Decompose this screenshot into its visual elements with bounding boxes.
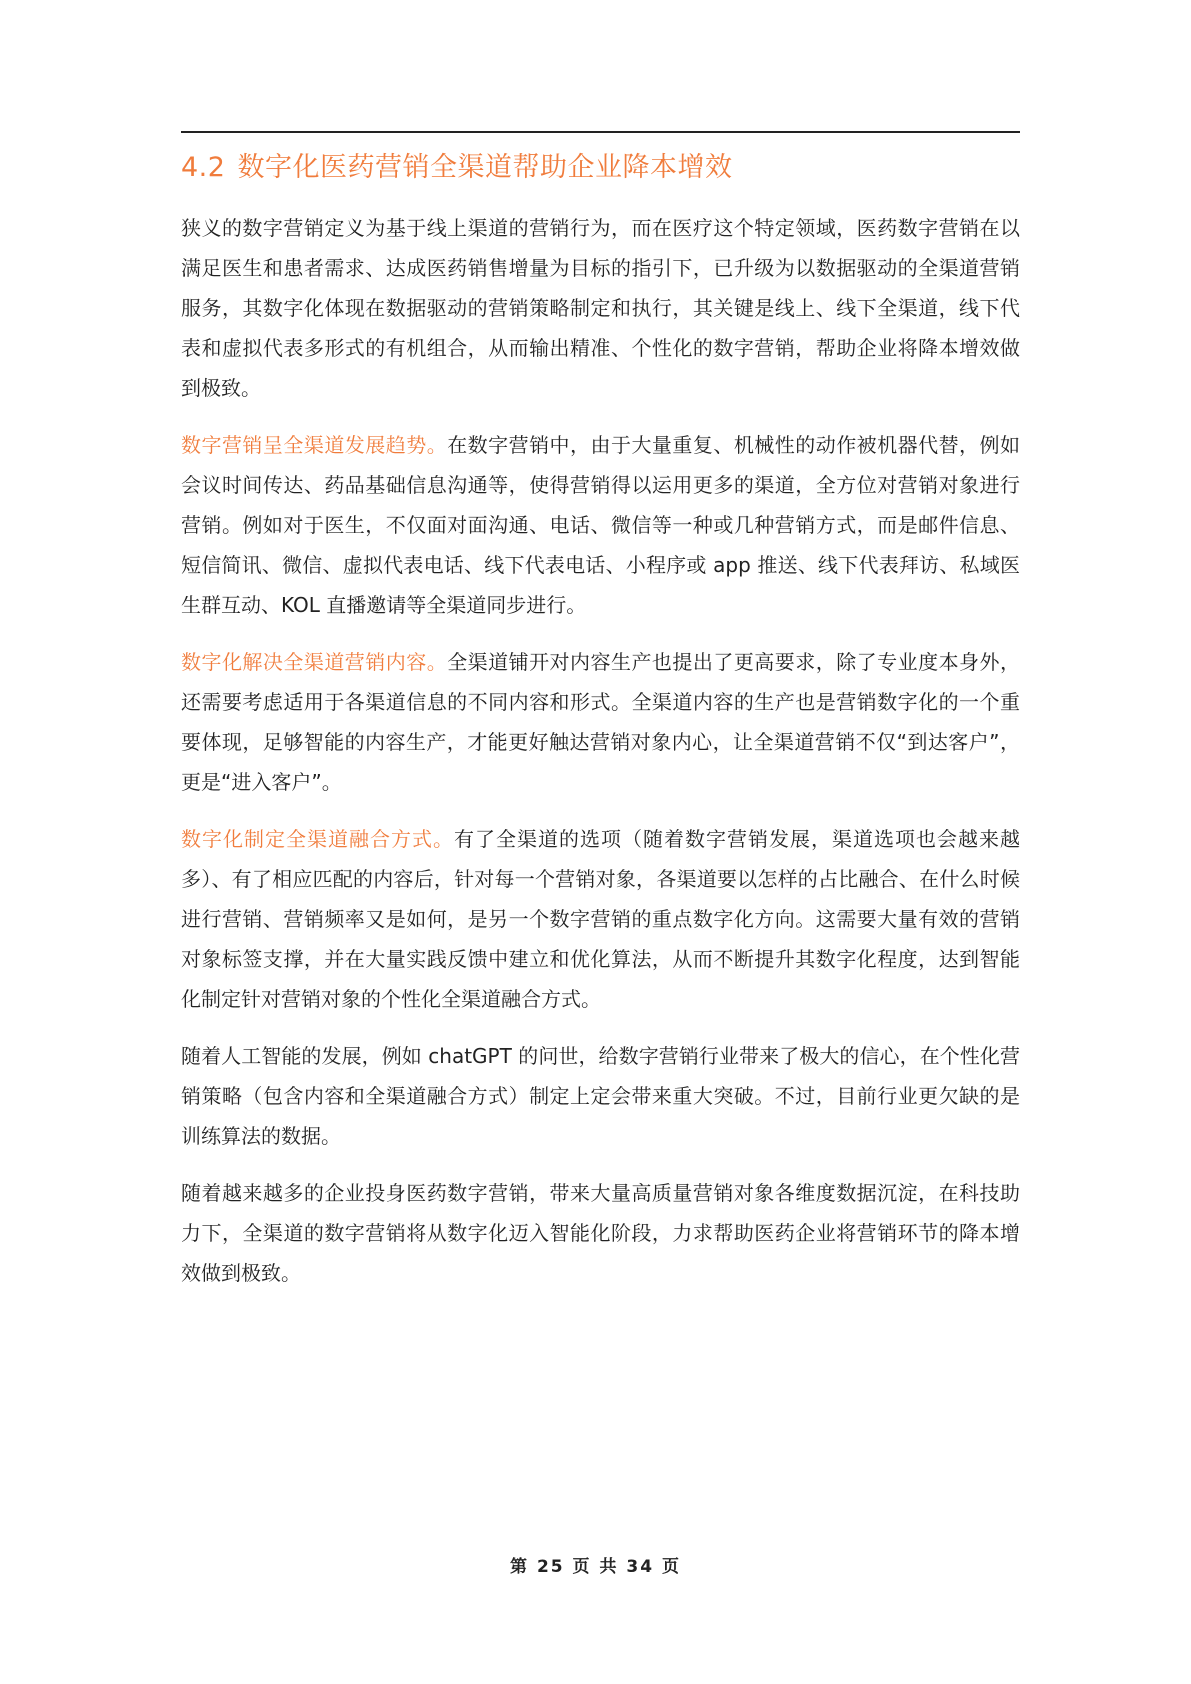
paragraph-lead: 数字营销呈全渠道发展趋势。 — [181, 433, 448, 457]
paragraph-text: 随着人工智能的发展，例如 chatGPT 的问世，给数字营销行业带来了极大的信心，在个性化营销策略（包含内容和全渠道融合方式）制定上定会带来重大突破。不过，目前行业更欠缺的是训练算法的数据。 — [181, 1044, 1020, 1148]
paragraph-2 — [181, 425, 1020, 625]
paragraph-text: 狭义的数字营销定义为基于线上渠道的营销行为，而在医疗这个特定领域，医药数字营销在以满足医生和患者需求、达成医药销售增量为目标的指引下，已升级为以数据驱动的全渠道营销服务，其数字化体现在数据驱动的营销策略制定和执行，其关键是线上、线下全渠道，线下代表和虚拟代表多形式的有机组合，从而输出精准、个性化的数字营销，帮助企业将降本增效做到极致。 — [181, 216, 1020, 400]
body-content — [181, 208, 1020, 1310]
paragraph-5 — [181, 1036, 1020, 1156]
paragraph-text: 在数字营销中，由于大量重复、机械性的动作被机器代替，例如会议时间传达、药品基础信息沟通等，使得营销得以运用更多的渠道，全方位对营销对象进行营销。例如对于医生，不仅面对面沟通、电话、微信等一种或几种营销方式，而是邮件信息、短信简讯、微信、虚拟代表电话、线下代表电话、小程序或 app 推送、线下代表拜访、私域医生群互动、KOL 直播邀请等全渠道同步进行。 — [181, 433, 1021, 617]
paragraph-lead: 数字化制定全渠道融合方式。 — [181, 827, 454, 851]
paragraph-text: 随着越来越多的企业投身医药数字营销，带来大量高质量营销对象各维度数据沉淀，在科技助力下，全渠道的数字营销将从数字化迈入智能化阶段，力求帮助医药企业将营销环节的降本增效做到极致。 — [181, 1181, 1020, 1285]
header-rule — [181, 131, 1020, 133]
page-number-footer: 第 25 页 共 34 页 — [510, 1557, 681, 1577]
section-number: 4.2 — [181, 152, 226, 183]
section-heading — [181, 148, 1020, 188]
paragraph-4 — [181, 819, 1020, 1019]
paragraph-text: 有了全渠道的选项（随着数字营销发展，渠道选项也会越来越多）、有了相应匹配的内容后，针对每一个营销对象，各渠道要以怎样的占比融合、在什么时候进行营销、营销频率又是如何，是另一个数字营销的重点数字化方向。这需要大量有效的营销对象标签支撑，并在大量实践反馈中建立和优化算法，从而不断提升其数字化程度，达到智能化制定针对营销对象的个性化全渠道融合方式。 — [181, 827, 1020, 1011]
paragraph-1 — [181, 208, 1020, 408]
paragraph-6 — [181, 1173, 1020, 1293]
paragraph-lead: 数字化解决全渠道营销内容。 — [181, 650, 448, 674]
paragraph-3 — [181, 642, 1020, 802]
paragraph-text: 全渠道铺开对内容生产也提出了更高要求，除了专业度本身外，还需要考虑适用于各渠道信息的不同内容和形式。全渠道内容的生产也是营销数字化的一个重要体现，足够智能的内容生产，才能更好触达营销对象内心，让全渠道营销不仅“到达客户”，更是“进入客户”。 — [181, 650, 1021, 794]
section-title-text: 数字化医药营销全渠道帮助企业降本增效 — [237, 152, 733, 183]
